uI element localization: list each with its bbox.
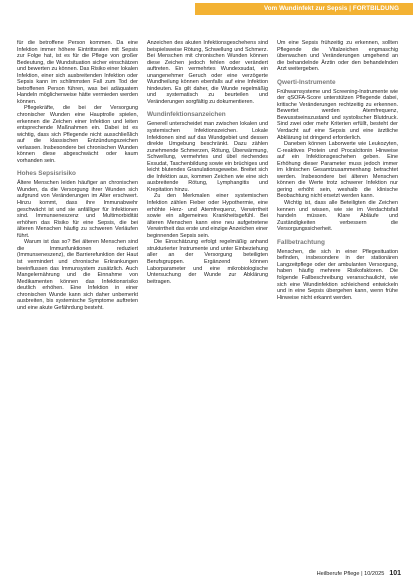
- section-heading: Wundinfektionsanzeichen: [147, 111, 226, 119]
- journal-issue: Heilberufe Pflege | 10/2025: [316, 570, 385, 577]
- section-heading: Fallbetrachtung: [277, 238, 325, 246]
- article-body: [17, 40, 399, 555]
- paragraph: Pflegekräfte, die bei der Versorgung chronischer Wunden eine Hauptrolle spielen, erkennen die Zeichen einer Infektion und leiten entsprechende Maßnahmen ein. Dabei ist es wichtig, dass sich Pflegende nicht ausschließlich auf die klassischen Entzündungszeichen verlassen. Insbesondere bei chronischen Wunden können diese abgeschwächt oder kaum vorhanden sein.: [17, 105, 138, 164]
- paragraph: Die Einschätzung erfolgt regelmäßig anhand strukturierter Instrumente und unter Einbeziehung aller an der Versorgung beteiligten Berufsgruppen. Ergänzend können Laborparameter und eine mikrobiologische Untersuchung der Wunde zur Abklärung beitragen.: [147, 239, 268, 285]
- text-column-2: [147, 40, 268, 555]
- paragraph: Warum ist das so? Bei älteren Menschen sind die Immunfunktionen reduziert (Immunseneszenz), die Barrierefunktion der Haut ist vermindert und chronische Erkrankungen beeinflussen das Immunsystem zusätzlich. Auch Mangelernährung und die Einnahme von Medikamenten können das Infektionsrisiko deutlich erhöhen. Eine Infektion in einer chronischen Wunde kann sich daher unbemerkt ausbreiten, bis systemische Symptome auftreten und eine akute Gefährdung besteht.: [17, 239, 138, 311]
- paragraph: Frühwarnsysteme und Screening-Instrumente wie der qSOFA-Score unterstützen Pflegende dabei, kritische Veränderungen rechtzeitig zu erkennen. Bewertet werden Atemfrequenz, Bewusstseinszustand und systolischer Blutdruck. Sind zwei oder mehr Kriterien erfüllt, besteht der Verdacht auf eine Sepsis und eine ärztliche Abklärung ist dringend erforderlich.: [277, 88, 398, 141]
- paragraph: Wichtig ist, dass alle Beteiligten die Zeichen kennen und wissen, wie sie im Verdachtsfall handeln müssen. Klare Abläufe und Zuständigkeiten verbessern die Versorgungssicherheit.: [277, 200, 398, 233]
- section-heading: Qwerti-Instrumente: [277, 78, 336, 86]
- header-stripe: [0, 4, 190, 10]
- paragraph: Menschen, die sich in einer Pflegesituation befinden, insbesondere in der stationären Langzeitpflege oder der ambulanten Versorgung, haben häufig mehrere Risikofaktoren. Die folgende Fallbeschreibung veranschaulicht, wie sich eine Wundinfektion schleichend entwickeln und in eine Sepsis übergehen kann, wenn frühe Hinweise nicht erkannt werden.: [277, 248, 398, 301]
- running-title: Vom Wundinfekt zur Sepsis | FORTBILDUNG: [195, 3, 413, 15]
- section-heading: Hohes Sepsisrisiko: [17, 170, 76, 178]
- paragraph: Anzeichen des akuten Infektionsgeschehens sind beispielsweise Rötung, Schwellung und Schmerz. Bei Menschen mit chronischen Wunden können diese Zeichen jedoch fehlen oder verändert auftreten. Ein vermehrtes Wundexsudat, ein unangenehmer Geruch oder eine verzögerte Wundheilung können ebenfalls auf eine Infektion hindeuten. Es gilt daher, die Wunde regelmäßig und systematisch zu beurteilen und Veränderungen sorgfältig zu dokumentieren.: [147, 40, 268, 105]
- paragraph: für die betroffene Person kommen. Da eine Infektion immer höhere Eintrittsraten mit Sepsis zur Folge hat, ist es für die Pflege von großer Bedeutung, die Wundsituation sicher einschätzen und bewerten zu können. Das Risiko einer lokalen Infektion, einer sich ausbreitenden Infektion oder Sepsis kann im schlimmsten Fall zum Tod der betroffenen Person führen, was bei adäquatem Handeln möglicherweise hätte vermieden werden können.: [17, 40, 138, 105]
- text-column-1: [17, 40, 138, 555]
- paragraph: Zu den Merkmalen einer systemischen Infektion zählen Fieber oder Hypothermie, eine erhöhte Herz- und Atemfrequenz, Verwirrtheit sowie ein allgemeines Krankheitsgefühl. Bei älteren Menschen kann eine neu aufgetretene Verwirrtheit das erste und einzige Anzeichen einer beginnenden Sepsis sein.: [147, 193, 268, 239]
- running-header: [0, 0, 413, 15]
- page-number: 101: [389, 570, 401, 577]
- page-footer: [317, 570, 401, 577]
- paragraph: Generell unterscheidet man zwischen lokalen und systemischen Infektionszeichen. Lokale Infektionen sind auf das Wundgebiet und dessen direkte Umgebung beschränkt. Dazu zählen zunehmende Schmerzen, Rötung, Überwärmung, Schwellung, vermehrtes und übel riechendes Exsudat, Taschenbildung sowie ein brüchiges und leicht blutendes Granulationsgewebe. Breitet sich die Infektion aus, kommen Zeichen wie eine sich ausbreitende Rötung, Lymphangitis und Krepitation hinzu.: [147, 121, 268, 193]
- text-column-3: [277, 40, 398, 555]
- paragraph: Um eine Sepsis frühzeitig zu erkennen, sollten Pflegende die Vitalzeichen engmaschig überwachen und Veränderungen umgehend an die behandelnde Ärztin oder den behandelnden Arzt weitergeben.: [277, 40, 398, 73]
- paragraph: Ältere Menschen leiden häufiger an chronischen Wunden, da die Versorgung ihrer Wunden sich aufgrund von Veränderungen im Alter erschwert. Hinzu kommt, dass ihre Immunabwehr geschwächt ist und sie anfälliger für Infektionen sind. Immunseneszenz und Multimorbidität erhöhen das Risiko für eine Sepsis, die bei älteren Menschen häufig zu schweren Verläufen führt.: [17, 180, 138, 239]
- paragraph: Daneben können Laborwerte wie Leukozyten, C-reaktives Protein und Procalcitonin Hinweise auf ein Infektionsgeschehen geben. Eine Erhöhung dieser Parameter muss jedoch immer im klinischen Gesamtzusammenhang betrachtet werden. Insbesondere bei älteren Menschen können die Werte trotz schwerer Infektion nur gering erhöht sein, weshalb die klinische Beobachtung nicht ersetzt werden kann.: [277, 141, 398, 200]
